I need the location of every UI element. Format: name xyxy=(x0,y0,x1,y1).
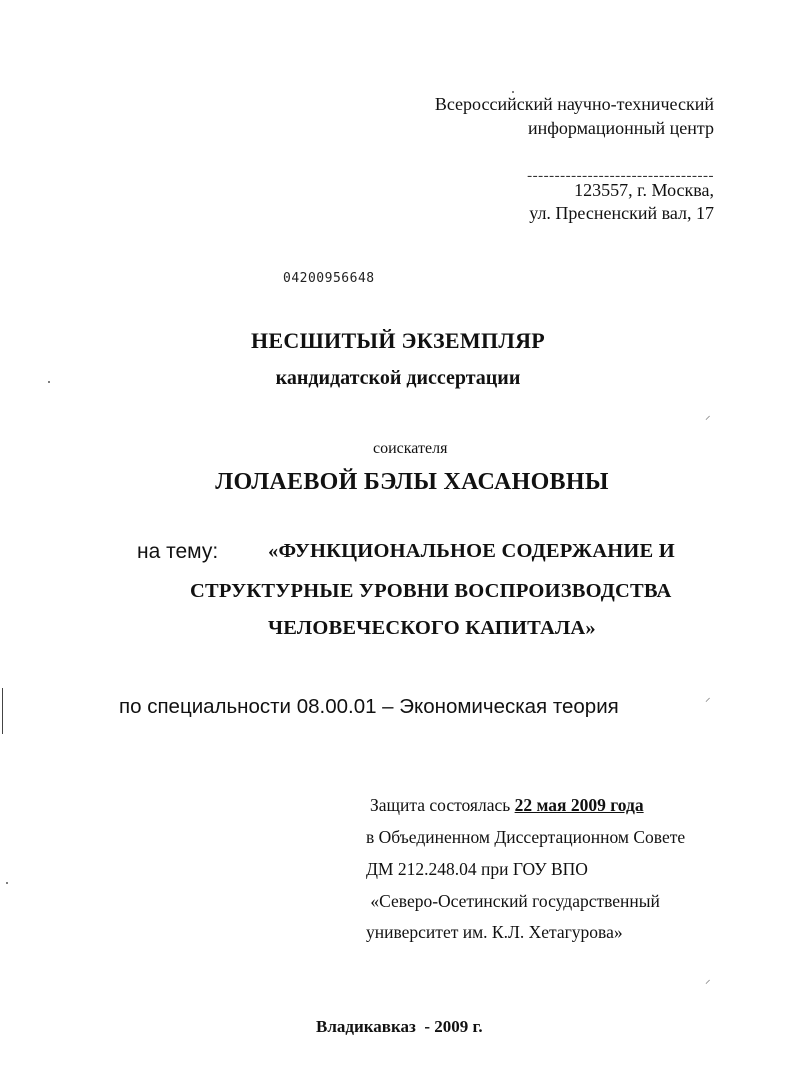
defense-university-line1: «Северо-Осетинский государственный xyxy=(366,891,660,911)
applicant-label: соискателя xyxy=(373,440,448,457)
defense-university-line2: университет им. К.Л. Хетагурова» xyxy=(366,922,623,942)
defense-date-line xyxy=(370,795,644,816)
topic-line1: «ФУНКЦИОНАЛЬНОЕ СОДЕРЖАНИЕ И xyxy=(268,540,675,562)
scan-artifact-mark: ⸝ xyxy=(705,691,711,704)
scan-speck xyxy=(48,381,50,383)
topic-prefix: на тему: xyxy=(137,540,219,563)
scan-artifact-mark: ⸝ xyxy=(705,409,711,422)
scan-artifact-mark: ⸝ xyxy=(705,973,711,986)
document-title: НЕСШИТЫЙ ЭКЗЕМПЛЯР xyxy=(251,328,545,353)
defense-date-prefix: Защита состоялась xyxy=(370,795,515,815)
dashed-separator: ---------------------------------- xyxy=(527,168,714,184)
scan-speck xyxy=(6,882,8,884)
city-year: Владикавказ - 2009 г. xyxy=(316,1017,483,1036)
author-name: ЛОЛАЕВОЙ БЭЛЫ ХАСАНОВНЫ xyxy=(215,469,609,495)
topic-line3: ЧЕЛОВЕЧЕСКОГО КАПИТАЛА» xyxy=(268,617,596,639)
topic-line2: СТРУКТУРНЫЕ УРОВНИ ВОСПРОИЗВОДСТВА xyxy=(190,580,672,602)
defense-date: 22 мая 2009 года xyxy=(514,795,644,815)
address-line2: ул. Пресненский вал, 17 xyxy=(529,203,714,223)
specialty: по специальности 08.00.01 – Экономическая теория xyxy=(119,695,619,718)
org-name-line1: Всероссийский научно-технический xyxy=(434,94,714,114)
defense-council-code: ДМ 212.248.04 при ГОУ ВПО xyxy=(366,859,588,879)
scan-edge-line xyxy=(2,688,3,734)
defense-council-line: в Объединенном Диссертационном Совете xyxy=(366,827,686,847)
scan-speck xyxy=(512,91,514,93)
org-name-line2: информационный центр xyxy=(527,118,714,138)
document-subtitle: кандидатской диссертации xyxy=(275,367,521,389)
registration-number: 04200956648 xyxy=(283,271,375,286)
address-line1: 123557, г. Москва, xyxy=(574,180,714,200)
